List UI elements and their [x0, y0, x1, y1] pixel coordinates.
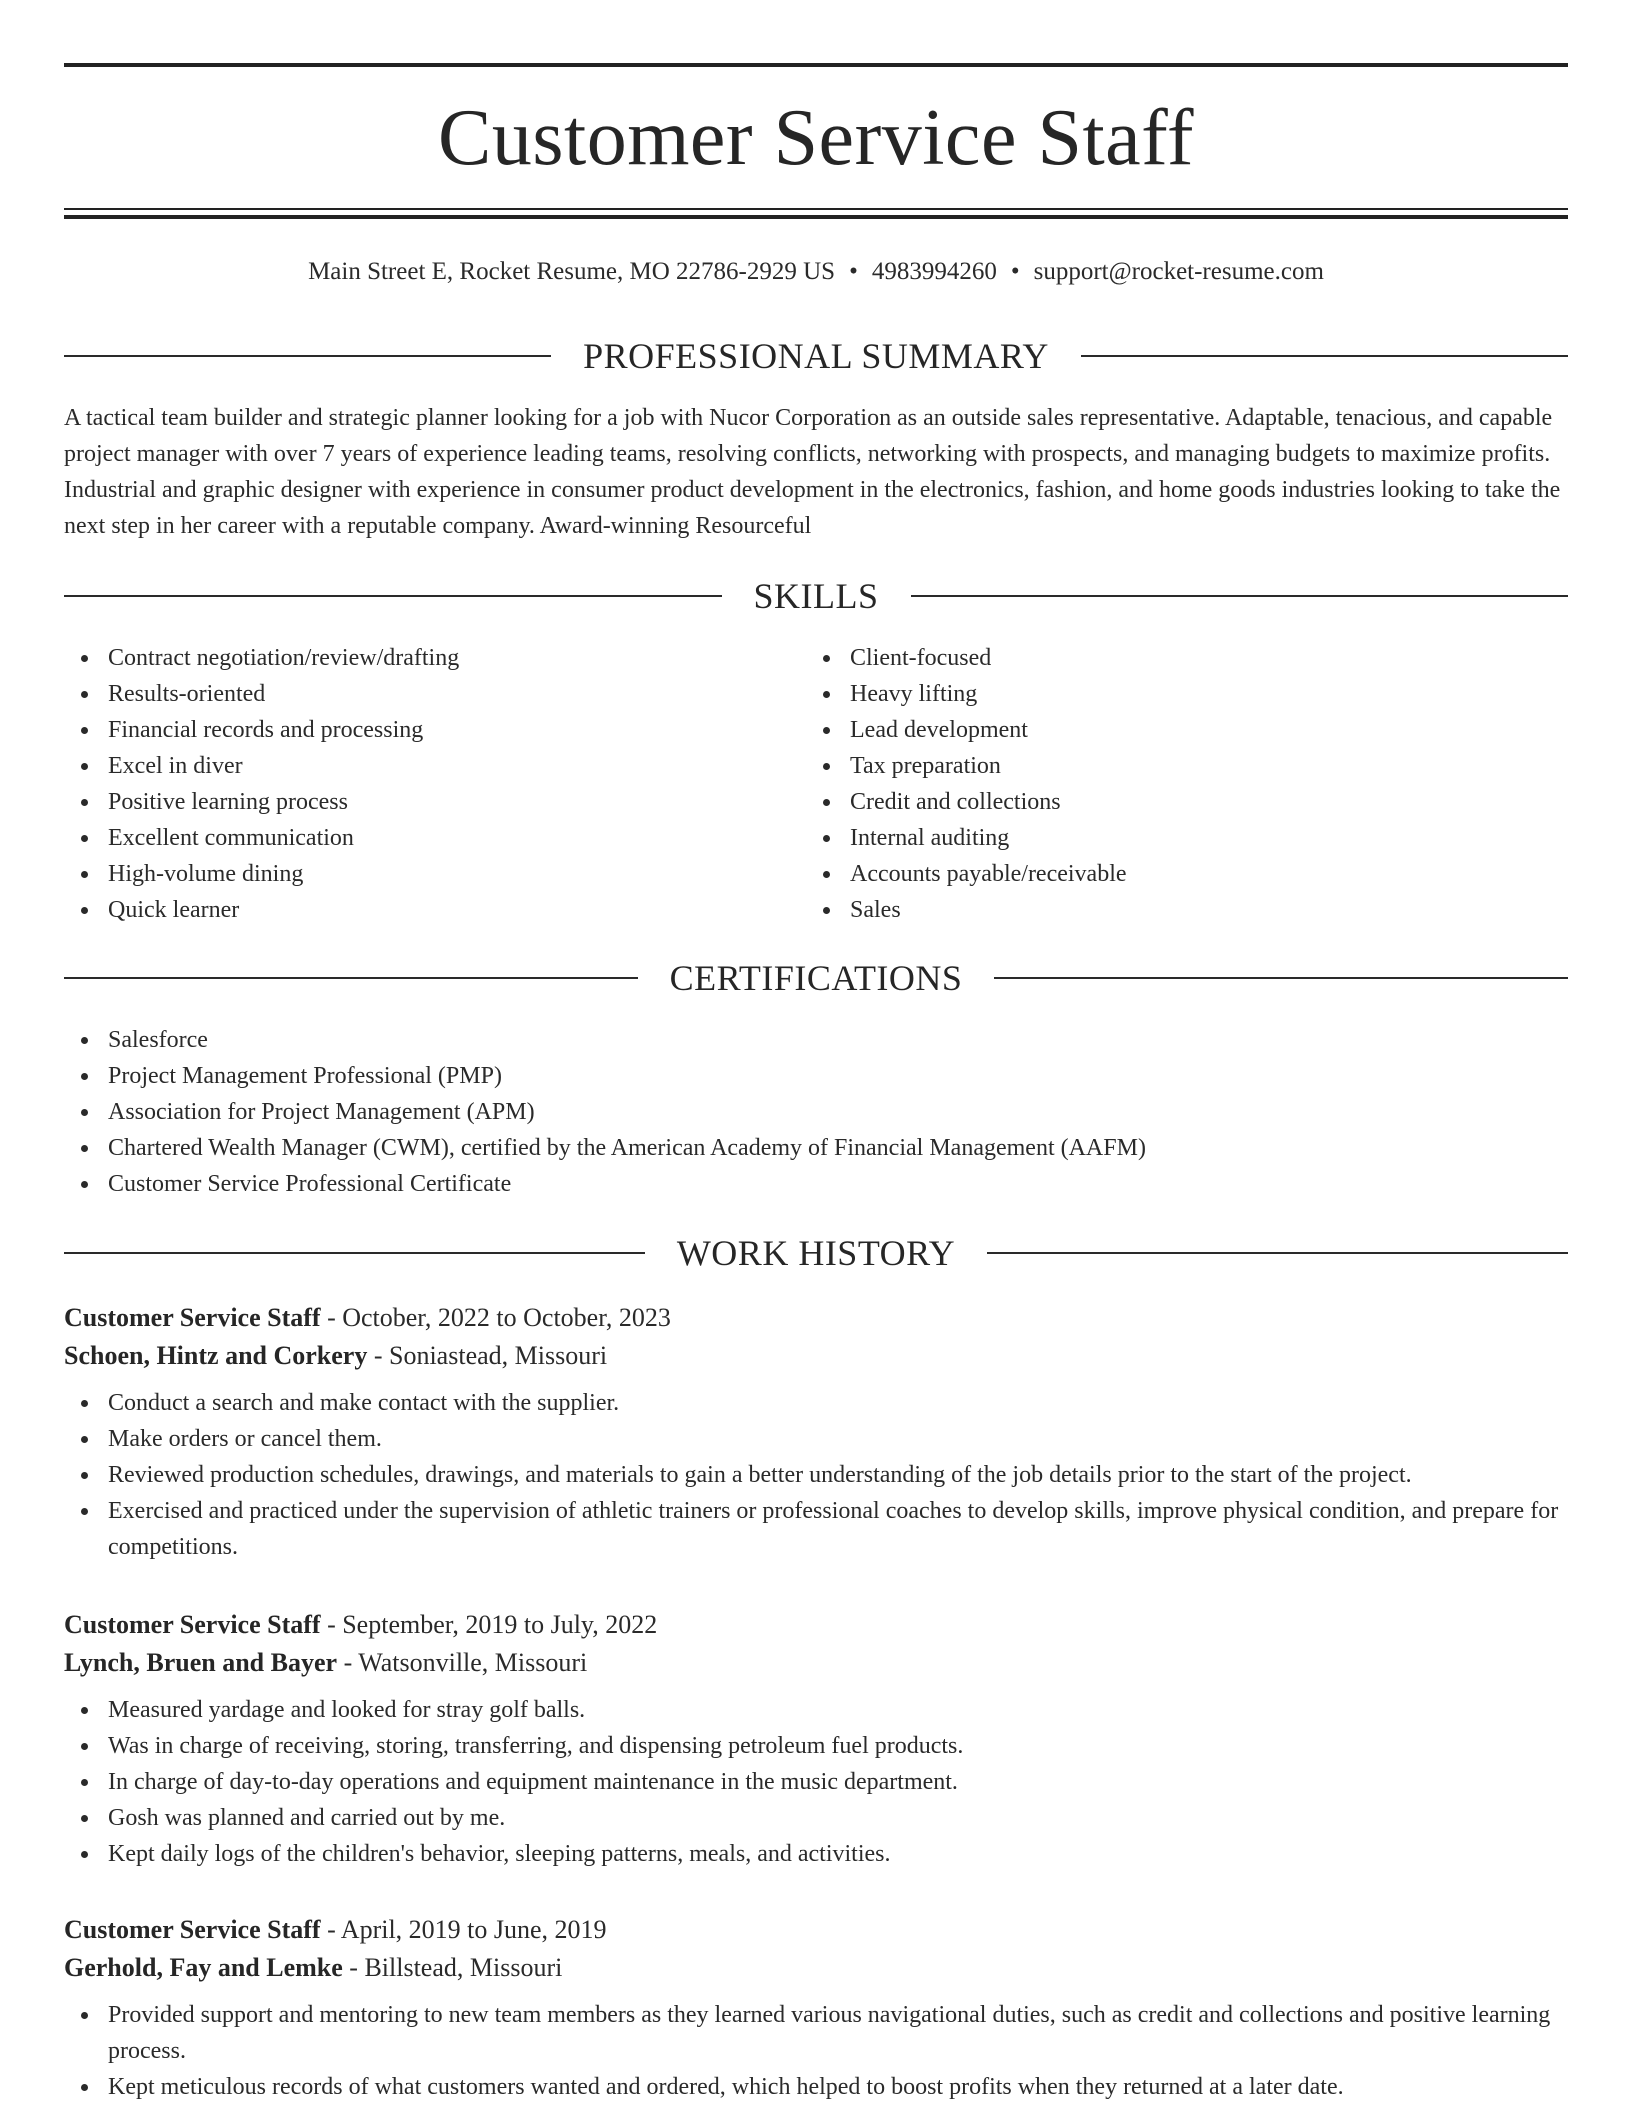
job-duty: Was in charge of receiving, storing, transferring, and dispensing petroleum fuel products.	[64, 1728, 1568, 1764]
certification-item: Salesforce	[64, 1022, 1568, 1058]
heading-rule	[994, 977, 1568, 979]
skill-item: Heavy lifting	[806, 676, 1506, 712]
resume-name: Customer Service Staff	[437, 94, 1195, 182]
job-duty: Gosh was planned and carried out by me.	[64, 1800, 1568, 1836]
job-dates: - October, 2022 to October, 2023	[320, 1303, 671, 1332]
job-dates: - September, 2019 to July, 2022	[320, 1610, 658, 1639]
contact-address: Main Street E, Rocket Resume, MO 22786-2929 US	[308, 258, 836, 285]
job-location: - Billstead, Missouri	[342, 1953, 563, 1982]
skill-item: Internal auditing	[806, 820, 1506, 856]
job-company-line	[64, 1949, 1568, 1987]
header-rule-thin	[64, 208, 1568, 210]
job-company-line	[64, 1644, 1568, 1682]
section-heading-summary	[64, 334, 1568, 378]
skill-item: Results-oriented	[64, 676, 764, 712]
skill-item: Lead development	[806, 712, 1506, 748]
certification-item: Project Management Professional (PMP)	[64, 1058, 1568, 1094]
section-title: PROFESSIONAL SUMMARY	[583, 336, 1049, 376]
skill-item: Quick learner	[64, 892, 764, 928]
job-duty: Provided support and mentoring to new team members as they learned various navigational duties, such as credit and collections and positive learning process.	[64, 1997, 1568, 2069]
section-title: WORK HISTORY	[676, 1233, 956, 1273]
job-duties-list	[64, 1385, 1568, 1565]
top-rule	[64, 63, 1568, 67]
job-entry	[64, 1299, 1568, 1565]
job-entry	[64, 1911, 1568, 2105]
section-heading-work-history	[64, 1231, 1568, 1275]
job-duties-list	[64, 1997, 1568, 2105]
contact-separator: •	[849, 258, 858, 285]
job-title-line	[64, 1606, 1568, 1644]
skills-list-left	[64, 640, 764, 928]
job-location: - Soniastead, Missouri	[367, 1341, 608, 1370]
heading-rule	[64, 1252, 645, 1254]
skill-item: Contract negotiation/review/drafting	[64, 640, 764, 676]
job-entry	[64, 1606, 1568, 1872]
section-title: SKILLS	[753, 576, 879, 616]
job-duty: Kept meticulous records of what customers wanted and ordered, which helped to boost profits when they returned at a later date.	[64, 2069, 1568, 2105]
job-dates: - April, 2019 to June, 2019	[320, 1915, 607, 1944]
certifications-list	[64, 1022, 1568, 1202]
job-company: Schoen, Hintz and Corkery	[64, 1341, 368, 1370]
job-duty: Make orders or cancel them.	[64, 1421, 1568, 1457]
skills-list-right	[806, 640, 1506, 928]
job-title: Customer Service Staff	[64, 1915, 321, 1944]
skill-item: High-volume dining	[64, 856, 764, 892]
job-title-line	[64, 1299, 1568, 1337]
contact-line	[64, 254, 1568, 290]
contact-separator: •	[1010, 258, 1020, 285]
job-duty: In charge of day-to-day operations and equipment maintenance in the music department.	[64, 1764, 1568, 1800]
heading-rule	[987, 1252, 1568, 1254]
job-location: - Watsonville, Missouri	[337, 1648, 588, 1677]
skill-item: Accounts payable/receivable	[806, 856, 1506, 892]
section-heading-skills	[64, 574, 1568, 618]
certification-item: Association for Project Management (APM)	[64, 1094, 1568, 1130]
certification-item: Chartered Wealth Manager (CWM), certified by the American Academy of Financial Management (AAFM)	[64, 1130, 1568, 1166]
contact-email: support@rocket-resume.com	[1033, 258, 1324, 285]
heading-rule	[1081, 355, 1568, 357]
job-duty: Exercised and practiced under the supervision of athletic trainers or professional coaches to develop skills, improve physical condition, and prepare for competitions.	[64, 1493, 1568, 1565]
job-duty: Conduct a search and make contact with the supplier.	[64, 1385, 1568, 1421]
skill-item: Tax preparation	[806, 748, 1506, 784]
certification-item: Customer Service Professional Certificate	[64, 1166, 1568, 1202]
skill-item: Excellent communication	[64, 820, 764, 856]
heading-rule	[64, 595, 722, 597]
skill-item: Sales	[806, 892, 1506, 928]
contact-phone: 4983994260	[871, 258, 997, 285]
heading-rule	[64, 977, 638, 979]
skill-item: Client-focused	[806, 640, 1506, 676]
job-duties-list	[64, 1692, 1568, 1872]
job-title: Customer Service Staff	[64, 1610, 321, 1639]
section-title: CERTIFICATIONS	[669, 958, 963, 998]
skill-item: Financial records and processing	[64, 712, 764, 748]
skill-item: Credit and collections	[806, 784, 1506, 820]
job-company: Lynch, Bruen and Bayer	[64, 1648, 338, 1677]
job-duty: Kept daily logs of the children's behavior, sleeping patterns, meals, and activities.	[64, 1836, 1568, 1872]
job-title-line	[64, 1911, 1568, 1949]
job-company: Gerhold, Fay and Lemke	[64, 1953, 343, 1982]
heading-rule	[911, 595, 1569, 597]
skill-item: Positive learning process	[64, 784, 764, 820]
job-duty: Measured yardage and looked for stray golf balls.	[64, 1692, 1568, 1728]
job-duty: Reviewed production schedules, drawings, and materials to gain a better understanding of the job details prior to the start of the project.	[64, 1457, 1568, 1493]
section-heading-certifications	[64, 956, 1568, 1000]
job-company-line	[64, 1337, 1568, 1375]
job-title: Customer Service Staff	[64, 1303, 321, 1332]
heading-rule	[64, 355, 551, 357]
skill-item: Excel in diver	[64, 748, 764, 784]
header-rule-thick	[64, 215, 1568, 219]
summary-text: A tactical team builder and strategic planner looking for a job with Nucor Corporation as an outside sales representative. Adaptable, tenacious, and capable project manager with over 7 years of experience leading teams, resolving conflicts, networking with prospects, and managing budgets to maximize profits. Industrial and graphic designer with experience in consumer product development in the electronics, fashion, and home goods industries looking to take the next step in her career with a reputable company. Award-winning Resourceful	[64, 405, 1561, 539]
